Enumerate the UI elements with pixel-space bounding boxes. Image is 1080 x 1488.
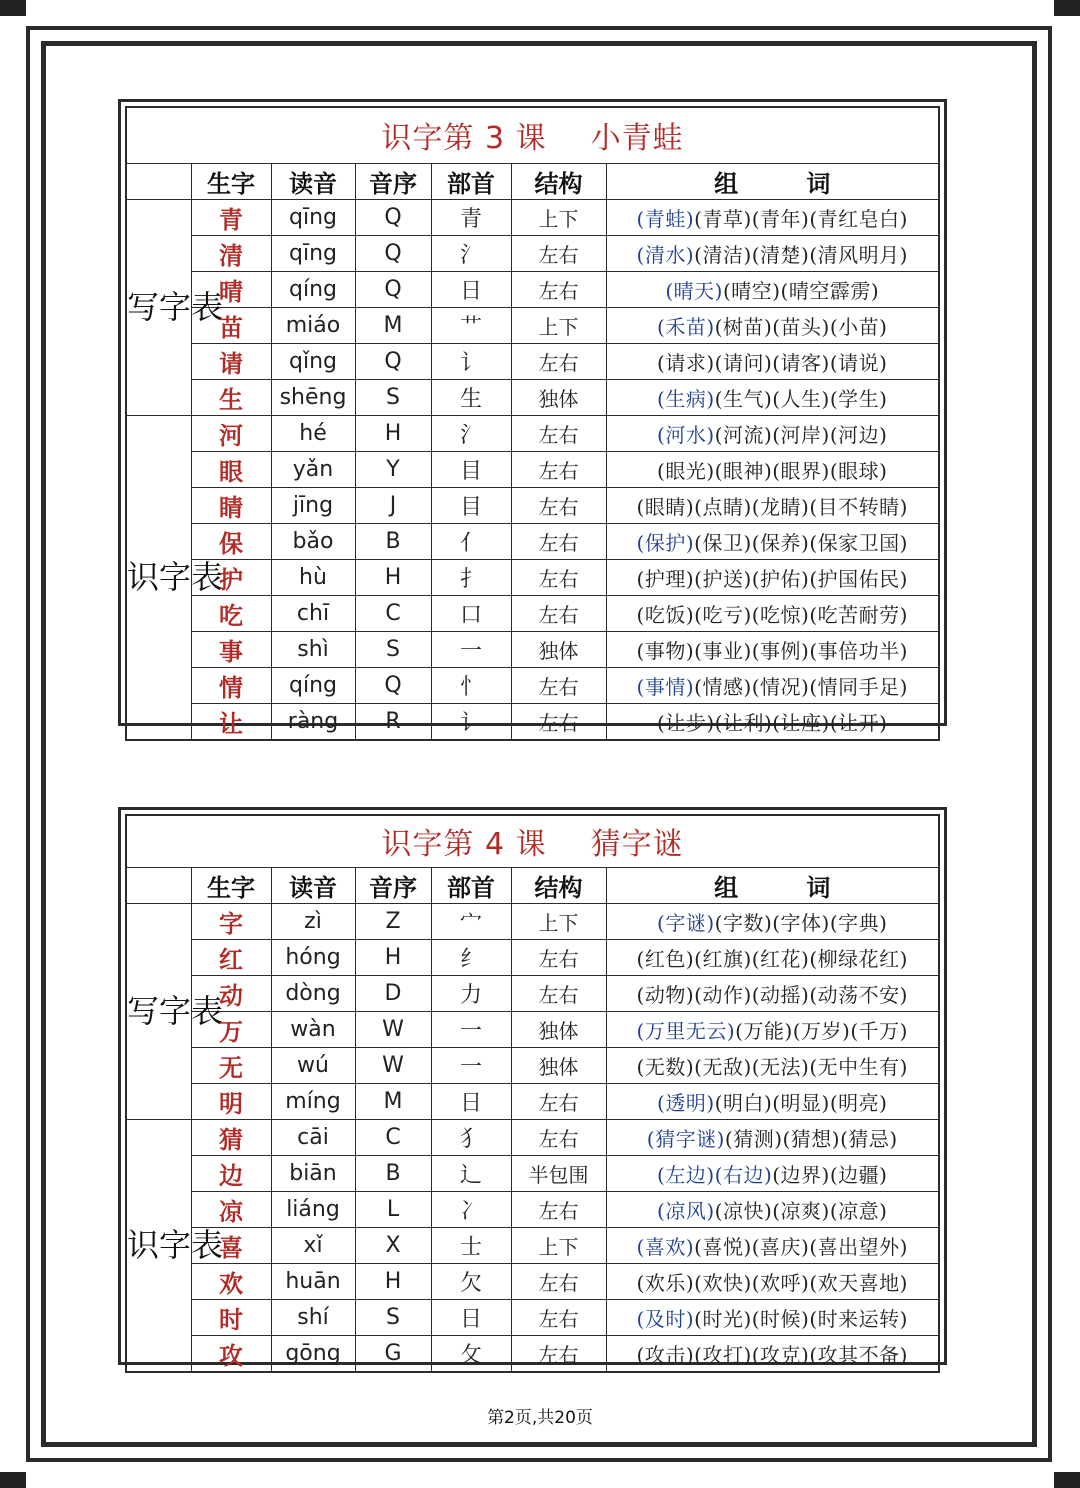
table-row — [126, 451, 939, 487]
table-row — [126, 1083, 939, 1119]
word-examples — [606, 1011, 939, 1047]
radical: 攵 — [431, 1335, 511, 1372]
structure: 左右 — [511, 523, 606, 559]
radical: 日 — [431, 1299, 511, 1335]
table-row — [126, 631, 939, 667]
new-character: 红 — [191, 939, 271, 975]
pinyin: huān — [271, 1263, 355, 1299]
word-group: (生气)(人生)(学生) — [714, 386, 888, 411]
radical: 冫 — [431, 1191, 511, 1227]
header-row — [126, 867, 939, 903]
pinyin: biān — [271, 1155, 355, 1191]
header-structure: 结构 — [511, 867, 606, 903]
radical: 一 — [431, 631, 511, 667]
pinyin: jīng — [271, 487, 355, 523]
radical: 一 — [431, 1011, 511, 1047]
pinyin: hé — [271, 415, 355, 451]
radical: 亻 — [431, 523, 511, 559]
pinyin: qǐng — [271, 343, 355, 379]
new-character: 事 — [191, 631, 271, 667]
word-examples — [606, 667, 939, 703]
word-group: (喜欢) — [636, 1234, 695, 1259]
word-examples — [606, 451, 939, 487]
word-group: (明白)(明显)(明亮) — [714, 1090, 888, 1115]
word-group: (万能)(万岁)(千万) — [735, 1018, 908, 1043]
title-row — [126, 815, 939, 867]
lesson-title — [126, 815, 939, 867]
table-row — [126, 379, 939, 415]
word-examples — [606, 1083, 939, 1119]
table-row — [126, 1191, 939, 1227]
initial-letter: D — [355, 975, 431, 1011]
table-row — [126, 271, 939, 307]
word-group: (青蛙) — [636, 206, 695, 231]
word-group: (凉风) — [657, 1198, 715, 1223]
initial-letter: Q — [355, 343, 431, 379]
structure: 独体 — [511, 631, 606, 667]
word-group: (透明) — [657, 1090, 715, 1115]
initial-letter: B — [355, 1155, 431, 1191]
initial-letter: G — [355, 1335, 431, 1372]
pinyin: shí — [271, 1299, 355, 1335]
radical: 纟 — [431, 939, 511, 975]
new-character: 边 — [191, 1155, 271, 1191]
radical: 扌 — [431, 559, 511, 595]
pinyin: qīng — [271, 199, 355, 235]
new-character: 吃 — [191, 595, 271, 631]
corner-mark — [0, 0, 26, 16]
word-examples — [606, 1227, 939, 1263]
word-examples — [606, 903, 939, 939]
header-char: 生字 — [191, 867, 271, 903]
table-row — [126, 235, 939, 271]
structure: 左右 — [511, 415, 606, 451]
new-character: 晴 — [191, 271, 271, 307]
initial-letter: R — [355, 703, 431, 740]
corner-mark — [0, 1472, 26, 1488]
word-group: (情感)(情况)(情同手足) — [694, 674, 908, 699]
word-group: (晴空)(晴空霹雳) — [722, 278, 880, 303]
initial-letter: S — [355, 379, 431, 415]
header-char: 生字 — [191, 163, 271, 199]
pinyin: zì — [271, 903, 355, 939]
initial-letter: Z — [355, 903, 431, 939]
lesson-name: 猜字谜 — [590, 827, 684, 863]
structure: 左右 — [511, 595, 606, 631]
word-group: (晴天) — [665, 278, 723, 303]
structure: 左右 — [511, 343, 606, 379]
word-group: (喜悦)(喜庆)(喜出望外) — [694, 1234, 908, 1259]
lesson-3-table — [125, 106, 940, 741]
pinyin: yǎn — [271, 451, 355, 487]
word-examples — [606, 1119, 939, 1155]
word-group: (凉快)(凉爽)(凉意) — [714, 1198, 888, 1223]
word-examples — [606, 343, 939, 379]
radical: 忄 — [431, 667, 511, 703]
word-group: (让步)(让利)(让座)(让开) — [657, 710, 888, 735]
structure: 左右 — [511, 1335, 606, 1372]
table-row — [126, 307, 939, 343]
group-label: 写字表 — [126, 199, 191, 415]
new-character: 情 — [191, 667, 271, 703]
lesson-3-card — [118, 99, 947, 738]
initial-letter: B — [355, 523, 431, 559]
title-row — [126, 107, 939, 163]
header-radical: 部首 — [431, 163, 511, 199]
structure: 左右 — [511, 1299, 606, 1335]
structure: 左右 — [511, 1263, 606, 1299]
word-group: (吃饭)(吃亏)(吃惊)(吃苦耐劳) — [636, 602, 908, 627]
word-examples — [606, 1155, 939, 1191]
structure: 上下 — [511, 199, 606, 235]
header-words: 组 词 — [606, 867, 939, 903]
new-character: 时 — [191, 1299, 271, 1335]
initial-letter: S — [355, 631, 431, 667]
radical: 目 — [431, 487, 511, 523]
pinyin: bǎo — [271, 523, 355, 559]
word-group: (河流)(河岸)(河边) — [714, 422, 888, 447]
structure: 左右 — [511, 939, 606, 975]
pinyin: shì — [271, 631, 355, 667]
new-character: 动 — [191, 975, 271, 1011]
new-character: 攻 — [191, 1335, 271, 1372]
new-character: 无 — [191, 1047, 271, 1083]
initial-letter: H — [355, 1263, 431, 1299]
lesson-number: 识字第 3 课 — [381, 121, 547, 157]
word-group: (眼睛)(点睛)(龙睛)(目不转睛) — [636, 494, 908, 519]
initial-letter: Q — [355, 667, 431, 703]
initial-letter: Y — [355, 451, 431, 487]
table-row — [126, 1155, 939, 1191]
initial-letter: J — [355, 487, 431, 523]
table-row — [126, 1011, 939, 1047]
word-group: (事情) — [636, 674, 695, 699]
word-examples — [606, 595, 939, 631]
header-row — [126, 163, 939, 199]
initial-letter: M — [355, 307, 431, 343]
lesson-name: 小青蛙 — [590, 121, 684, 157]
structure: 左右 — [511, 975, 606, 1011]
pinyin: qíng — [271, 667, 355, 703]
word-group: (攻击)(攻打)(攻克)(攻其不备) — [636, 1342, 908, 1367]
lesson-4-table — [125, 814, 940, 1373]
table-row — [126, 1263, 939, 1299]
new-character: 青 — [191, 199, 271, 235]
word-group: (及时) — [636, 1306, 695, 1331]
word-group: (青草)(青年)(青红皂白) — [694, 206, 908, 231]
word-examples — [606, 631, 939, 667]
radical: 辶 — [431, 1155, 511, 1191]
initial-letter: H — [355, 415, 431, 451]
word-group: (眼光)(眼神)(眼界)(眼球) — [657, 458, 888, 483]
word-group: (请求)(请问)(请客)(请说) — [657, 350, 888, 375]
word-group: (禾苗) — [657, 314, 715, 339]
page-number: 第2页,共20页 — [487, 1408, 593, 1428]
initial-letter: L — [355, 1191, 431, 1227]
pinyin: wú — [271, 1047, 355, 1083]
pinyin: chī — [271, 595, 355, 631]
header-blank — [126, 163, 191, 199]
new-character: 睛 — [191, 487, 271, 523]
radical: 讠 — [431, 703, 511, 740]
word-group: (树苗)(苗头)(小苗) — [714, 314, 888, 339]
word-examples — [606, 1191, 939, 1227]
radical: 力 — [431, 975, 511, 1011]
structure: 独体 — [511, 1047, 606, 1083]
word-examples — [606, 271, 939, 307]
word-examples — [606, 559, 939, 595]
radical: 士 — [431, 1227, 511, 1263]
lesson-number: 识字第 4 课 — [381, 827, 547, 863]
pinyin: dòng — [271, 975, 355, 1011]
new-character: 护 — [191, 559, 271, 595]
structure: 左右 — [511, 703, 606, 740]
pinyin: qīng — [271, 235, 355, 271]
structure: 半包围 — [511, 1155, 606, 1191]
table-row — [126, 1335, 939, 1372]
table-row — [126, 487, 939, 523]
header-letter: 音序 — [355, 867, 431, 903]
pinyin: liáng — [271, 1191, 355, 1227]
table-row — [126, 595, 939, 631]
lesson-title — [126, 107, 939, 163]
word-examples — [606, 523, 939, 559]
word-group: (护理)(护送)(护佑)(护国佑民) — [636, 566, 908, 591]
word-group: (保护) — [636, 530, 695, 555]
word-group: (红色)(红旗)(红花)(柳绿花红) — [636, 946, 908, 971]
word-group: (万里无云) — [636, 1018, 736, 1043]
structure: 左右 — [511, 451, 606, 487]
word-examples — [606, 1335, 939, 1372]
new-character: 眼 — [191, 451, 271, 487]
corner-mark — [1054, 0, 1080, 16]
structure: 左右 — [511, 559, 606, 595]
word-examples — [606, 975, 939, 1011]
word-group: (猜字谜) — [646, 1126, 725, 1151]
word-examples — [606, 379, 939, 415]
new-character: 万 — [191, 1011, 271, 1047]
new-character: 苗 — [191, 307, 271, 343]
radical: 日 — [431, 271, 511, 307]
word-group: (左边)(右边) — [657, 1162, 773, 1187]
initial-letter: C — [355, 1119, 431, 1155]
group-label: 识字表 — [126, 415, 191, 740]
header-radical: 部首 — [431, 867, 511, 903]
word-group: (河水) — [657, 422, 715, 447]
pinyin: shēng — [271, 379, 355, 415]
table-row — [126, 667, 939, 703]
word-group: (时光)(时候)(时来运转) — [694, 1306, 908, 1331]
structure: 独体 — [511, 1011, 606, 1047]
header-words: 组 词 — [606, 163, 939, 199]
table-row — [126, 1299, 939, 1335]
word-examples — [606, 199, 939, 235]
initial-letter: Q — [355, 235, 431, 271]
word-group: (边界)(边疆) — [772, 1162, 888, 1187]
new-character: 猜 — [191, 1119, 271, 1155]
initial-letter: C — [355, 595, 431, 631]
word-examples — [606, 487, 939, 523]
new-character: 明 — [191, 1083, 271, 1119]
radical: 宀 — [431, 903, 511, 939]
header-pinyin: 读音 — [271, 163, 355, 199]
initial-letter: H — [355, 559, 431, 595]
new-character: 生 — [191, 379, 271, 415]
new-character: 字 — [191, 903, 271, 939]
word-group: (欢乐)(欢快)(欢呼)(欢天喜地) — [636, 1270, 908, 1295]
radical: 讠 — [431, 343, 511, 379]
initial-letter: Q — [355, 199, 431, 235]
word-examples — [606, 415, 939, 451]
table-row — [126, 523, 939, 559]
structure: 上下 — [511, 1227, 606, 1263]
pinyin: gōng — [271, 1335, 355, 1372]
radical: 艹 — [431, 307, 511, 343]
new-character: 欢 — [191, 1263, 271, 1299]
initial-letter: W — [355, 1047, 431, 1083]
word-examples — [606, 1263, 939, 1299]
word-group: (保卫)(保养)(保家卫国) — [694, 530, 908, 555]
radical: 一 — [431, 1047, 511, 1083]
structure: 独体 — [511, 379, 606, 415]
structure: 左右 — [511, 1191, 606, 1227]
radical: 氵 — [431, 235, 511, 271]
structure: 左右 — [511, 1119, 606, 1155]
header-blank — [126, 867, 191, 903]
table-row — [126, 903, 939, 939]
structure: 左右 — [511, 667, 606, 703]
word-group: (字谜) — [657, 910, 715, 935]
new-character: 河 — [191, 415, 271, 451]
pinyin: hóng — [271, 939, 355, 975]
new-character: 凉 — [191, 1191, 271, 1227]
pinyin: xǐ — [271, 1227, 355, 1263]
pinyin: wàn — [271, 1011, 355, 1047]
radical: 日 — [431, 1083, 511, 1119]
radical: 口 — [431, 595, 511, 631]
structure: 左右 — [511, 1083, 606, 1119]
table-row — [126, 343, 939, 379]
new-character: 让 — [191, 703, 271, 740]
structure: 上下 — [511, 903, 606, 939]
radical: 欠 — [431, 1263, 511, 1299]
structure: 左右 — [511, 487, 606, 523]
structure: 左右 — [511, 235, 606, 271]
table-row — [126, 1047, 939, 1083]
table-row — [126, 199, 939, 235]
group-label: 写字表 — [126, 903, 191, 1119]
word-group: (清水) — [636, 242, 695, 267]
new-character: 请 — [191, 343, 271, 379]
header-pinyin: 读音 — [271, 867, 355, 903]
header-structure: 结构 — [511, 163, 606, 199]
table-row — [126, 415, 939, 451]
word-group: (生病) — [657, 386, 715, 411]
table-row — [126, 939, 939, 975]
initial-letter: W — [355, 1011, 431, 1047]
word-group: (清洁)(清楚)(清风明月) — [694, 242, 908, 267]
pinyin: ràng — [271, 703, 355, 740]
radical: 氵 — [431, 415, 511, 451]
word-group: (字数)(字体)(字典) — [714, 910, 888, 935]
pinyin: hù — [271, 559, 355, 595]
word-examples — [606, 1299, 939, 1335]
lesson-4-card — [118, 807, 947, 1370]
word-group: (事物)(事业)(事例)(事倍功半) — [636, 638, 908, 663]
word-examples — [606, 235, 939, 271]
word-group: (猜测)(猜想)(猜忌) — [724, 1126, 898, 1151]
initial-letter: M — [355, 1083, 431, 1119]
initial-letter: Q — [355, 271, 431, 307]
table-row — [126, 975, 939, 1011]
table-row — [126, 1227, 939, 1263]
radical: 生 — [431, 379, 511, 415]
initial-letter: X — [355, 1227, 431, 1263]
group-label: 识字表 — [126, 1119, 191, 1372]
corner-mark — [1054, 1472, 1080, 1488]
pinyin: miáo — [271, 307, 355, 343]
word-group: (动物)(动作)(动摇)(动荡不安) — [636, 982, 908, 1007]
initial-letter: S — [355, 1299, 431, 1335]
new-character: 喜 — [191, 1227, 271, 1263]
initial-letter: H — [355, 939, 431, 975]
table-row — [126, 559, 939, 595]
structure: 上下 — [511, 307, 606, 343]
word-examples — [606, 703, 939, 740]
word-examples — [606, 939, 939, 975]
pinyin: qíng — [271, 271, 355, 307]
word-group: (无数)(无敌)(无法)(无中生有) — [636, 1054, 908, 1079]
radical: 青 — [431, 199, 511, 235]
structure: 左右 — [511, 271, 606, 307]
table-row — [126, 703, 939, 740]
table-row — [126, 1119, 939, 1155]
pinyin: míng — [271, 1083, 355, 1119]
radical: 犭 — [431, 1119, 511, 1155]
word-examples — [606, 307, 939, 343]
new-character: 清 — [191, 235, 271, 271]
header-letter: 音序 — [355, 163, 431, 199]
new-character: 保 — [191, 523, 271, 559]
word-examples — [606, 1047, 939, 1083]
radical: 目 — [431, 451, 511, 487]
pinyin: cāi — [271, 1119, 355, 1155]
